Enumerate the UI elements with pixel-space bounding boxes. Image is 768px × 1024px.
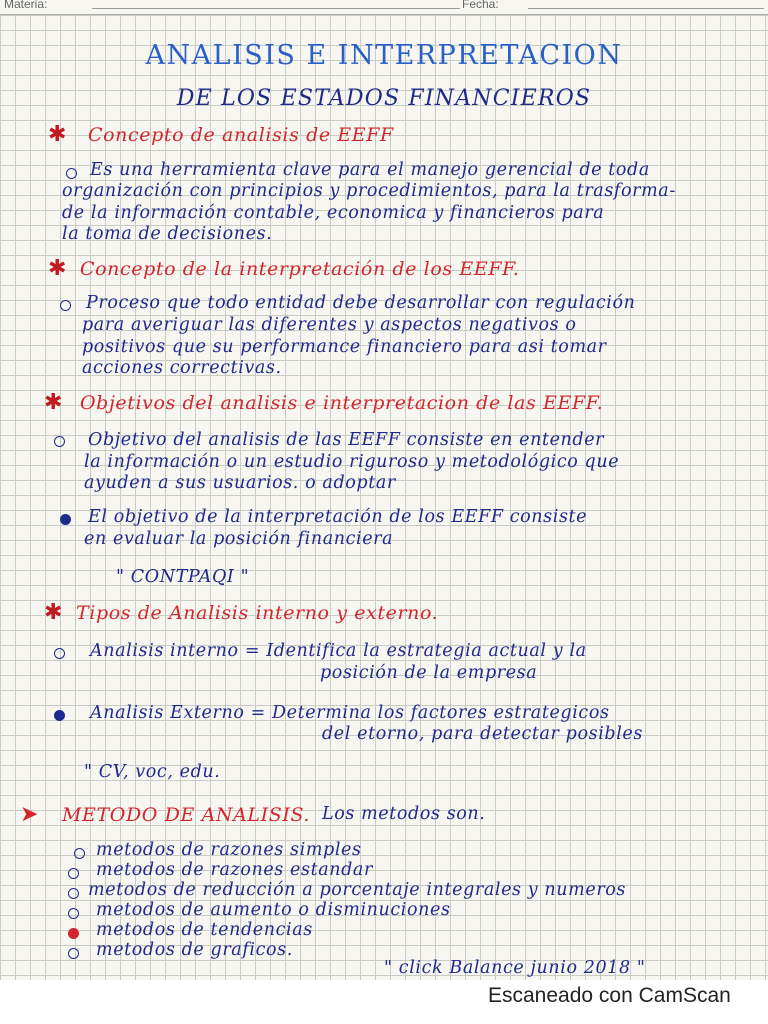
- scanner-footer: [0, 980, 768, 1024]
- text-line: Objetivo del analisis de las EEFF consiste en entender: [88, 430, 605, 450]
- method-item: metodos de razones simples: [96, 840, 362, 860]
- text-line: la información o un estudio riguroso y metodológico que: [84, 452, 620, 472]
- asterisk-icon: ✱: [48, 256, 67, 281]
- text-line: de la información contable, economica y financieros para: [62, 203, 605, 223]
- circle-bullet-icon: [74, 848, 85, 859]
- fecha-label: Fecha:: [462, 0, 499, 11]
- asterisk-icon: ✱: [48, 122, 67, 147]
- heading-tipos: Tipos de Analisis interno y externo.: [76, 602, 439, 624]
- text-line: Proceso que todo entidad debe desarrollar con regulación: [86, 293, 636, 313]
- method-item: metodos de tendencias: [96, 920, 313, 940]
- quote-balance: " click Balance junio 2018 ": [384, 958, 646, 978]
- arrow-right-icon: ➤: [20, 802, 39, 827]
- text-line: Analisis interno = Identifica la estrategia actual y la: [90, 641, 587, 661]
- circle-bullet-icon: [68, 888, 79, 899]
- circle-bullet-icon: [54, 648, 65, 659]
- text-line: en evaluar la posición financiera: [84, 529, 394, 549]
- reference-text: " CV, voc, edu.: [84, 762, 221, 782]
- text-line: positivos que su performance financiero para asi tomar: [82, 337, 607, 357]
- circle-bullet-icon: [54, 436, 65, 447]
- circle-bullet-icon: [68, 868, 79, 879]
- text-line: posición de la empresa: [320, 663, 538, 683]
- text-line: El objetivo de la interpretación de los EEFF consiste: [88, 507, 588, 527]
- text-line: Analisis Externo = Determina los factores estrategicos: [90, 703, 610, 723]
- text-line: para averiguar las diferentes y aspectos negativos o: [82, 315, 577, 335]
- method-item: metodos de razones estandar: [96, 860, 373, 880]
- heading-concepto-interpretacion: Concepto de la interpretación de los EEFF.: [80, 258, 520, 280]
- materia-line: [92, 8, 460, 9]
- red-bullet-icon: [68, 928, 79, 939]
- heading-objetivos: Objetivos del analisis e interpretacion de las EEFF.: [80, 392, 604, 414]
- page-title: ANALISIS E INTERPRETACION: [145, 40, 623, 71]
- fecha-line: [528, 8, 764, 9]
- circle-bullet-icon: [66, 168, 77, 179]
- text-line: ayuden a sus usuarios. o adoptar: [84, 473, 396, 493]
- text-line: Es una herramienta clave para el manejo gerencial de toda: [90, 160, 650, 180]
- page-subtitle: DE LOS ESTADOS FINANCIEROS: [176, 86, 592, 111]
- scanner-watermark: Escaneado con CamScan: [488, 984, 731, 1007]
- method-item: metodos de graficos.: [96, 940, 293, 960]
- circle-bullet-icon: [68, 948, 79, 959]
- quote-contpaqi: " CONTPAQI ": [116, 567, 250, 587]
- text-line: organización con principios y procedimientos, para la trasforma-: [62, 181, 676, 201]
- circle-bullet-icon: [60, 300, 71, 311]
- filled-bullet-icon: [54, 710, 65, 721]
- asterisk-icon: ✱: [44, 600, 63, 625]
- heading-concepto-analisis: Concepto de analisis de EEFF: [88, 124, 394, 146]
- heading-metodo: METODO DE ANALISIS.: [62, 804, 311, 826]
- circle-bullet-icon: [68, 908, 79, 919]
- asterisk-icon: ✱: [44, 390, 63, 415]
- text-line: del etorno, para detectar posibles: [322, 724, 643, 744]
- text-line: la toma de decisiones.: [62, 224, 273, 244]
- heading-metodo-note: Los metodos son.: [322, 804, 486, 824]
- method-item: metodos de aumento o disminuciones: [96, 900, 451, 920]
- filled-bullet-icon: [60, 514, 71, 525]
- method-item: metodos de reducción a porcentaje integrales y numeros: [88, 880, 627, 900]
- text-line: acciones correctivas.: [82, 358, 282, 378]
- page-header: [0, 0, 768, 15]
- materia-label: Materia:: [4, 0, 48, 11]
